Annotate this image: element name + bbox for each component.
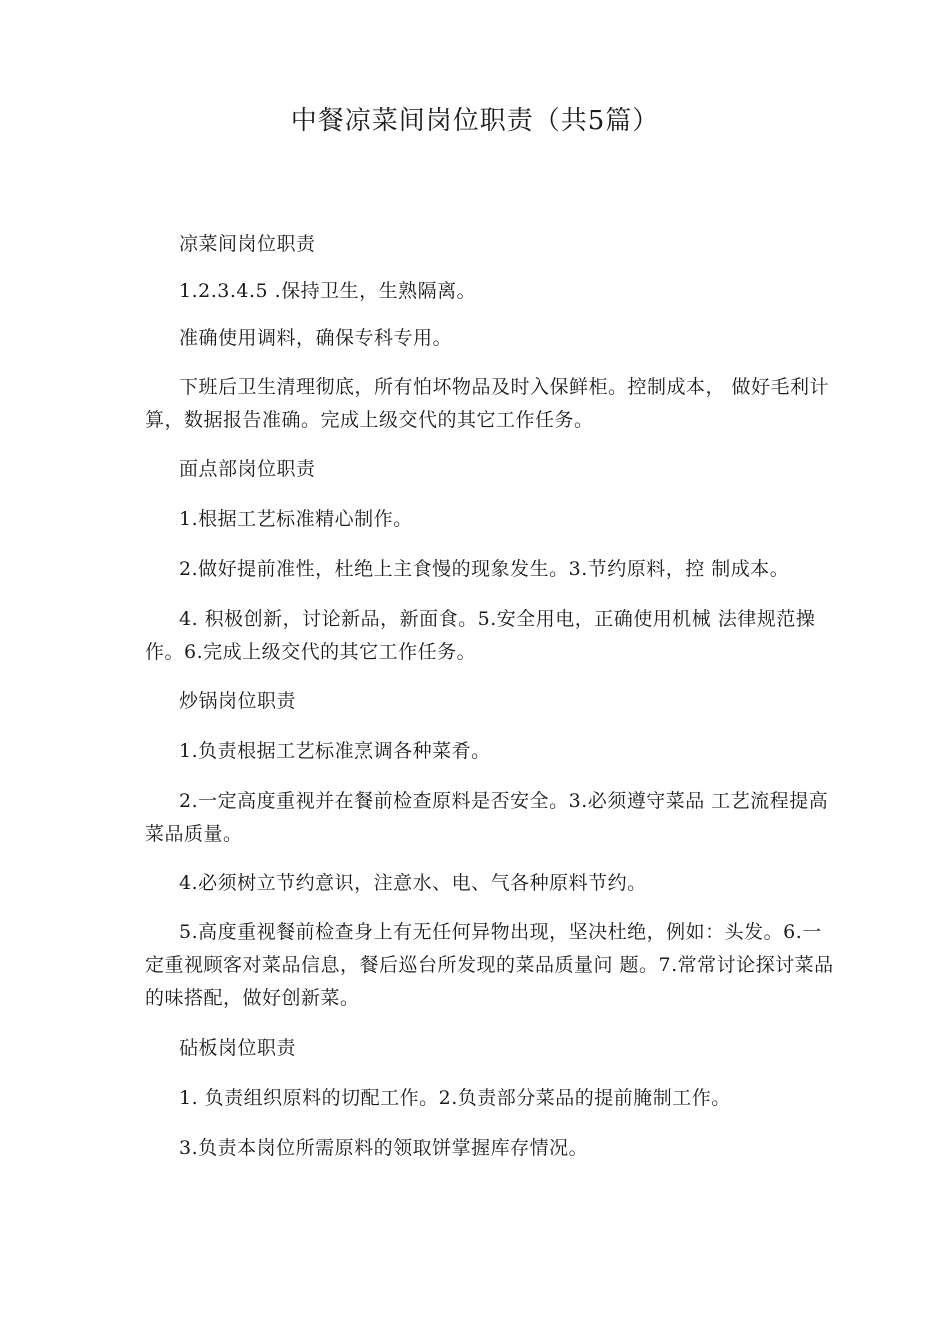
paragraph: 下班后卫生清理彻底，所有怕坏物品及时入保鲜柜。控制成本， 做好毛利计算，数据报告准确。完成上级交代的其它工作任务。	[145, 376, 830, 431]
section-heading-pastry: 面点部岗位职责	[179, 458, 316, 480]
paragraph: 1.负责根据工艺标准烹调各种菜肴。	[179, 740, 491, 762]
section-heading-cutting-board: 砧板岗位职责	[179, 1037, 297, 1059]
paragraph: 4.必须树立节约意识，注意水、电、气各种原料节约。	[179, 872, 647, 894]
document-title: 中餐凉菜间岗位职责（共5篇）	[290, 106, 660, 136]
paragraph: 2.一定高度重视并在餐前检查原料是否安全。3.必须遵守菜品 工艺流程提高菜品质量。	[145, 790, 829, 845]
section-heading-cold-dish: 凉菜间岗位职责	[179, 233, 316, 255]
paragraph: 1.根据工艺标准精心制作。	[179, 508, 413, 530]
document-body	[145, 228, 835, 1165]
paragraph: 3.负责本岗位所需原料的领取饼掌握库存情况。	[179, 1137, 589, 1159]
paragraph: 4. 积极创新，讨论新品，新面食。5.安全用电，正确使用机械 法律规范操作。6.完成上级交代的其它工作任务。	[145, 608, 816, 663]
paragraph: 1. 负责组织原料的切配工作。2.负责部分菜品的提前腌制工作。	[179, 1087, 731, 1109]
paragraph: 5.高度重视餐前检查身上有无任何异物出现，坚决杜绝，例如：头发。6.一定重视顾客对菜品信息，餐后巡台所发现的菜品质量问 题。7.常常讨论探讨菜品的味搭配，做好创新菜。	[145, 921, 834, 1009]
paragraph: 2.做好提前准性，杜绝上主食慢的现象发生。3.节约原料，控 制成本。	[179, 558, 790, 580]
section-heading-wok: 炒锅岗位职责	[179, 690, 297, 712]
paragraph: 准确使用调料，确保专科专用。	[179, 327, 453, 349]
paragraph: 1.2.3.4.5 .保持卫生，生熟隔离。	[179, 280, 477, 302]
